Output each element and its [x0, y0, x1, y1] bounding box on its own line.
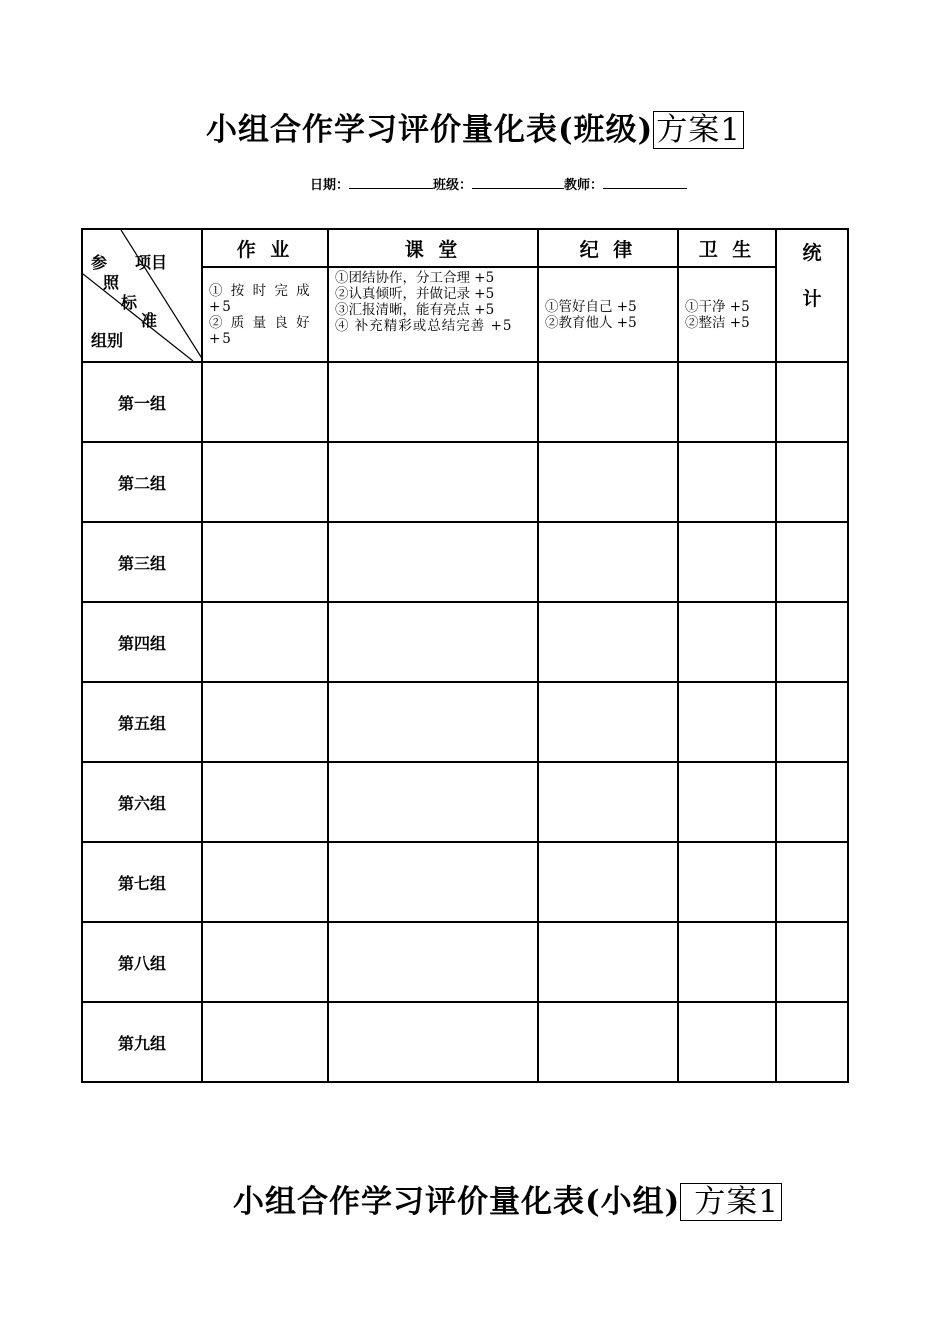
group-name: 第六组 [82, 762, 202, 842]
score-cell[interactable] [538, 682, 678, 762]
score-cell[interactable] [538, 842, 678, 922]
score-cell[interactable] [678, 682, 776, 762]
criteria-item: ②整洁 +5 [685, 314, 750, 331]
group-name: 第一组 [82, 362, 202, 442]
group-name: 第三组 [82, 522, 202, 602]
score-cell[interactable] [678, 922, 776, 1002]
score-cell[interactable] [328, 442, 538, 522]
corner-ref1: 参 [91, 253, 108, 272]
table-row [82, 682, 848, 762]
score-cell[interactable] [678, 762, 776, 842]
page-title [0, 104, 950, 149]
score-cell[interactable] [328, 762, 538, 842]
score-cell[interactable] [678, 362, 776, 442]
class-blank[interactable] [472, 176, 564, 189]
teacher-label: 教师： [564, 178, 604, 193]
score-cell[interactable] [678, 842, 776, 922]
table-row [82, 922, 848, 1002]
criteria-item: ①管好自己 +5 [545, 298, 637, 315]
table-row [82, 762, 848, 842]
criteria-hygiene [678, 267, 776, 362]
score-cell[interactable] [538, 922, 678, 1002]
score-cell[interactable] [538, 762, 678, 842]
teacher-blank[interactable] [603, 176, 687, 189]
col-total [776, 229, 848, 362]
criteria-item: ①团结协作，分工合理 +5 [335, 270, 495, 286]
group-name: 第八组 [82, 922, 202, 1002]
total-cell[interactable] [776, 762, 848, 842]
plan-box-2: 方案1 [680, 1183, 782, 1221]
score-cell[interactable] [202, 522, 328, 602]
criteria-item: ③汇报清晰，能有亮点 +5 [335, 302, 495, 318]
criteria-item: ②教育他人 +5 [545, 314, 637, 331]
score-cell[interactable] [328, 362, 538, 442]
score-cell[interactable] [202, 1002, 328, 1082]
group-name: 第五组 [82, 682, 202, 762]
corner-group: 组别 [91, 331, 124, 350]
criteria-discipline [538, 267, 678, 362]
score-cell[interactable] [678, 1002, 776, 1082]
corner-ref3: 标 [121, 293, 138, 312]
meta-line [310, 174, 687, 193]
second-title [233, 1176, 782, 1221]
criteria-item: ② 质 量 良 好 +5 [209, 314, 312, 347]
corner-ref4: 准 [141, 311, 158, 330]
total-cell[interactable] [776, 682, 848, 762]
score-cell[interactable] [538, 522, 678, 602]
corner-project: 项目 [135, 253, 168, 272]
col-classroom: 课 堂 [328, 229, 538, 267]
score-cell[interactable] [328, 522, 538, 602]
score-cell[interactable] [328, 922, 538, 1002]
score-cell[interactable] [678, 602, 776, 682]
score-cell[interactable] [678, 522, 776, 602]
criteria-item: ① 按 时 完 成 +5 [209, 282, 312, 315]
score-cell[interactable] [538, 442, 678, 522]
total-char-2: 计 [802, 288, 822, 310]
group-name: 第九组 [82, 1002, 202, 1082]
score-cell[interactable] [538, 602, 678, 682]
score-cell[interactable] [328, 602, 538, 682]
score-cell[interactable] [328, 682, 538, 762]
corner-cell [82, 229, 202, 362]
date-label: 日期： [310, 178, 350, 193]
group-name: 第二组 [82, 442, 202, 522]
score-cell[interactable] [202, 362, 328, 442]
score-cell[interactable] [202, 842, 328, 922]
plan-box: 方案1 [653, 111, 744, 149]
title-text: 小组合作学习评价量化表(班级) [205, 112, 654, 148]
table-row [82, 842, 848, 922]
corner-ref2: 照 [103, 273, 120, 292]
score-cell[interactable] [202, 602, 328, 682]
criteria-item: ②认真倾听，并做记录 +5 [335, 286, 495, 302]
class-label: 班级： [433, 178, 473, 193]
criteria-item: ①干净 +5 [685, 298, 750, 315]
group-name: 第七组 [82, 842, 202, 922]
score-cell[interactable] [328, 1002, 538, 1082]
total-cell[interactable] [776, 842, 848, 922]
col-homework: 作 业 [202, 229, 328, 267]
table-row [82, 362, 848, 442]
score-cell[interactable] [538, 362, 678, 442]
criteria-homework [202, 267, 328, 362]
total-cell[interactable] [776, 362, 848, 442]
col-hygiene: 卫 生 [678, 229, 776, 267]
date-blank[interactable] [349, 176, 433, 189]
score-cell[interactable] [202, 922, 328, 1002]
total-cell[interactable] [776, 522, 848, 602]
total-cell[interactable] [776, 602, 848, 682]
score-cell[interactable] [538, 1002, 678, 1082]
criteria-classroom [328, 267, 538, 362]
total-cell[interactable] [776, 442, 848, 522]
criteria-item: ④ 补充精彩或总结完善 +5 [335, 318, 513, 334]
evaluation-table [81, 228, 849, 1083]
score-cell[interactable] [678, 442, 776, 522]
table-row [82, 522, 848, 602]
table-row [82, 602, 848, 682]
score-cell[interactable] [202, 442, 328, 522]
score-cell[interactable] [202, 762, 328, 842]
table-row [82, 1002, 848, 1082]
score-cell[interactable] [328, 842, 538, 922]
col-discipline: 纪 律 [538, 229, 678, 267]
total-cell[interactable] [776, 922, 848, 1002]
score-cell[interactable] [202, 682, 328, 762]
table-row [82, 442, 848, 522]
total-char-1: 统 [802, 242, 822, 264]
title2-text: 小组合作学习评价量化表(小组) [233, 1184, 681, 1220]
total-cell[interactable] [776, 1002, 848, 1082]
group-name: 第四组 [82, 602, 202, 682]
